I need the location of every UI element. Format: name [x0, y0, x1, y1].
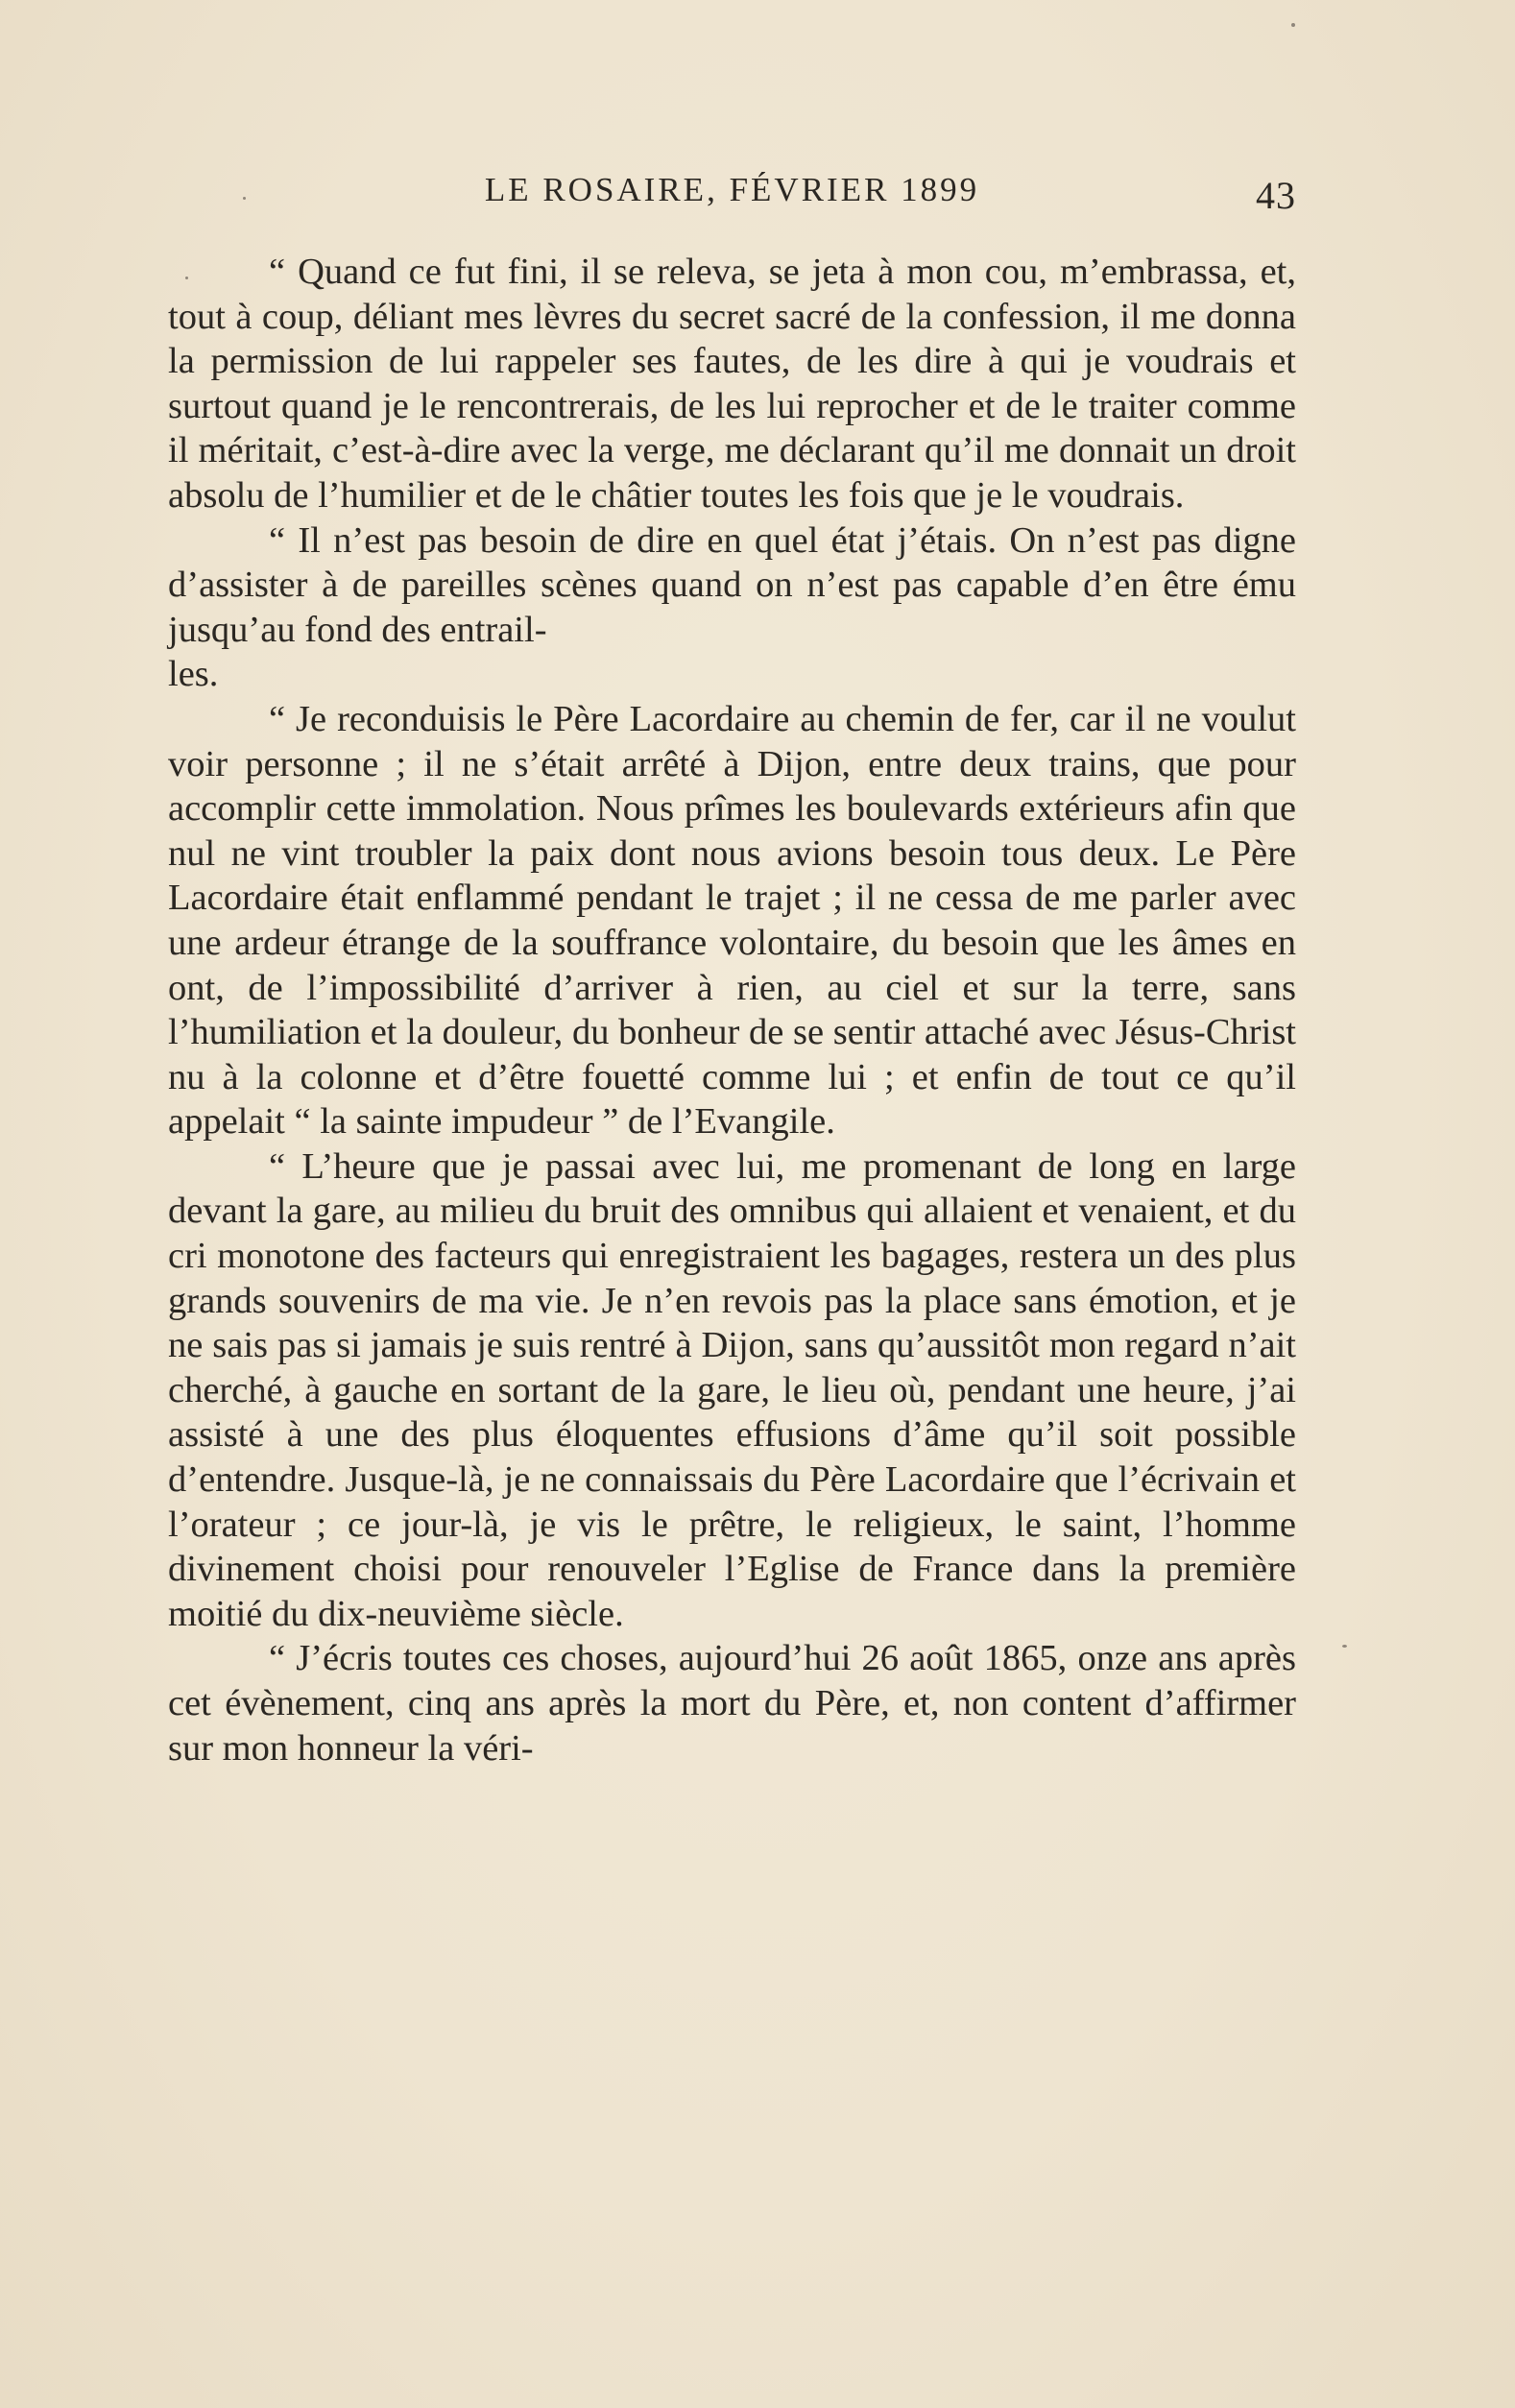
paragraph: “ Je reconduisis le Père Lacordaire au chemin de fer, car il ne voulut voir personne ; il ne s’était arrêté à Dijon, entre deux trains, que pour accomplir cette immolation. Nous prîmes les boulevards extérieurs afin que nul ne vint troubler la paix dont nous avions besoin tous deux. Le Père Lacordaire était enflammé pendant le trajet ; il ne cessa de me parler avec une ardeur étrange de la souffrance volontaire, du besoin que les âmes en ont, de l’impossibilité d’arriver à rien, au ciel et sur la terre, sans l’humiliation et la douleur, du bonheur de se sentir attaché avec Jésus-Christ nu à la colonne et d’être fouetté comme lui ; et enfin de tout ce qu’il appelait “ la sainte impudeur ” de l’Evangile.	[168, 698, 1296, 1143]
paper-speck	[1291, 23, 1295, 27]
paragraph: “ J’écris toutes ces choses, aujourd’hui 26 août 1865, onze ans après cet évènement, cinq ans après la mort du Père, et, non content d’affirmer sur mon honneur la véri-	[168, 1638, 1296, 1769]
paragraph: “ Quand ce fut fini, il se releva, se jeta à mon cou, m’embrassa, et, tout à coup, déliant mes lèvres du secret sacré de la confession, il me donna la permission de lui rappeler ses fautes, de les dire à qui je voudrais et surtout quand je le rencontrerais, de les lui reprocher et de le traiter comme il méritait, c’est-à-dire avec la verge, me déclarant qu’il me donnait un droit absolu de l’humilier et de le châtier toutes les fois que je le voudrais.	[168, 252, 1296, 516]
running-title: LE ROSAIRE, FÉVRIER 1899	[484, 171, 980, 208]
paragraph-continuation: les.	[168, 654, 219, 695]
page-number: 43	[1256, 174, 1296, 217]
paragraph: “ Il n’est pas besoin de dire en quel état j’étais. On n’est pas digne d’assister à de pareilles scènes quand on n’est pas capable d’en être ému jusqu’au fond des entrail-	[168, 519, 1296, 650]
body-text	[168, 250, 1296, 1770]
paragraph: “ L’heure que je passai avec lui, me promenant de long en large devant la gare, au milieu du bruit des omnibus qui allaient et venaient, et du cri monotone des facteurs qui enregistraient les bagages, restera un des plus grands souvenirs de ma vie. Je n’en revois pas la place sans émotion, et je ne sais pas si jamais je suis rentré à Dijon, sans qu’aussitôt mon regard n’ait cherché, à gauche en sortant de la gare, le lieu où, pendant une heure, j’ai assisté à une des plus éloquentes effusions d’âme qu’il soit possible d’entendre. Jusque-là, je ne connaissais du Père Lacordaire que l’écrivain et l’orateur ; ce jour-là, je vis le prêtre, le religieux, le saint, l’homme divinement choisi pour renouveler l’Eglise de France dans la première moitié du dix-neuvième siècle.	[168, 1145, 1296, 1634]
paper-speck	[1342, 1645, 1347, 1648]
page-header	[168, 171, 1296, 229]
